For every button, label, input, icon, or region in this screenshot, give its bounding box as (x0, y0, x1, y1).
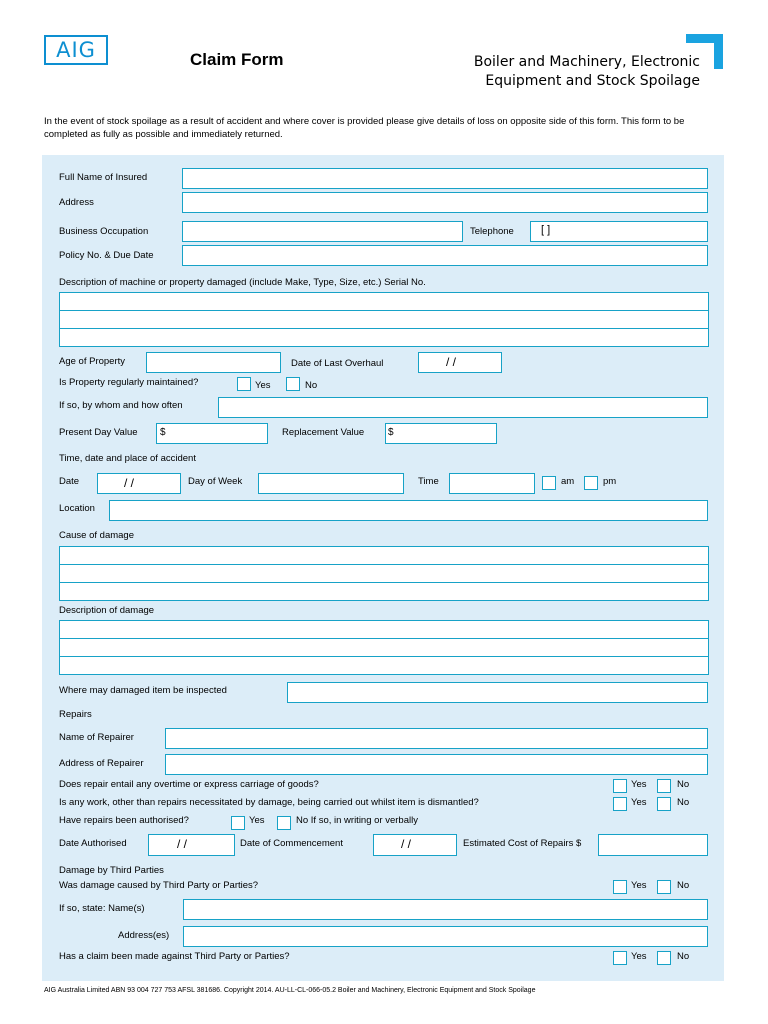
maintained-no-label: No (305, 380, 318, 391)
replacement-value-field[interactable] (385, 423, 497, 444)
form-panel (42, 155, 724, 981)
accident-date-sep: / / (124, 476, 135, 490)
cause-line-3[interactable] (59, 582, 709, 601)
time-date-place-label: Time, date and place of accident (59, 453, 196, 464)
address-field[interactable] (182, 192, 708, 213)
third-party-names-label: If so, state: Name(s) (59, 903, 145, 914)
maintained-question: Is Property regularly maintained? (59, 377, 199, 388)
description-damage-label: Description of damage (59, 605, 155, 616)
date-authorised-sep: / / (177, 837, 188, 851)
am-label: am (561, 476, 575, 487)
replacement-value-label: Replacement Value (282, 427, 365, 438)
claim-made-no-checkbox[interactable] (657, 951, 671, 965)
am-checkbox[interactable] (542, 476, 556, 490)
date-last-overhaul-sep: / / (446, 355, 457, 369)
full-name-field[interactable] (182, 168, 708, 189)
est-cost-label: Estimated Cost of Repairs $ (463, 838, 582, 849)
maintained-no-checkbox[interactable] (286, 377, 300, 391)
overtime-yes-label: Yes (631, 779, 647, 790)
third-party-no-checkbox[interactable] (657, 880, 671, 894)
date-commencement-sep: / / (401, 837, 412, 851)
third-party-question: Was damage caused by Third Party or Parties? (59, 880, 259, 891)
business-occupation-label: Business Occupation (59, 226, 149, 237)
subtitle-line-2: Equipment and Stock Spoilage (485, 73, 700, 89)
description-machine-line-3[interactable] (59, 328, 709, 347)
address-label: Address (59, 197, 94, 208)
age-of-property-field[interactable] (146, 352, 281, 373)
telephone-label: Telephone (470, 226, 514, 237)
est-cost-field[interactable] (598, 834, 708, 856)
authorised-no-checkbox[interactable] (277, 816, 291, 830)
cause-label: Cause of damage (59, 530, 134, 541)
maintained-yes-label: Yes (255, 380, 271, 391)
name-repairer-field[interactable] (165, 728, 708, 749)
date-last-overhaul-field[interactable] (418, 352, 502, 373)
location-label: Location (59, 503, 95, 514)
business-occupation-field[interactable] (182, 221, 463, 242)
full-name-label: Full Name of Insured (59, 172, 148, 183)
pm-label: pm (603, 476, 617, 487)
by-whom-field[interactable] (218, 397, 708, 418)
repairs-heading: Repairs (59, 709, 92, 720)
day-of-week-label: Day of Week (188, 476, 243, 487)
overtime-yes-checkbox[interactable] (613, 779, 627, 793)
third-party-addresses-field[interactable] (183, 926, 708, 947)
other-work-yes-checkbox[interactable] (613, 797, 627, 811)
aig-logo: AIG (44, 35, 108, 65)
third-parties-heading: Damage by Third Parties (59, 865, 164, 876)
present-value-label: Present Day Value (59, 427, 138, 438)
page-title: Claim Form (190, 50, 284, 69)
accident-date-field[interactable] (97, 473, 181, 494)
pm-checkbox[interactable] (584, 476, 598, 490)
other-work-no-checkbox[interactable] (657, 797, 671, 811)
telephone-field[interactable] (530, 221, 708, 242)
corner-bracket-icon (686, 34, 723, 69)
present-value-field[interactable] (156, 423, 268, 444)
inspected-field[interactable] (287, 682, 708, 703)
overtime-no-label: No (677, 779, 690, 790)
other-work-question: Is any work, other than repairs necessitated by damage, being carried out whilst item is dismantled? (59, 797, 479, 808)
claim-made-yes-checkbox[interactable] (613, 951, 627, 965)
description-damage-line-2[interactable] (59, 638, 709, 657)
third-party-no-label: No (677, 880, 690, 891)
subtitle-line-1: Boiler and Machinery, Electronic (473, 54, 700, 70)
authorised-yes-label: Yes (249, 815, 265, 826)
third-party-yes-checkbox[interactable] (613, 880, 627, 894)
description-damage-line-1[interactable] (59, 620, 709, 639)
other-work-no-label: No (677, 797, 690, 808)
overtime-no-checkbox[interactable] (657, 779, 671, 793)
telephone-brackets: [ ] (541, 224, 551, 236)
name-repairer-label: Name of Repairer (59, 732, 134, 743)
description-machine-line-2[interactable] (59, 310, 709, 329)
date-commencement-field[interactable] (373, 834, 457, 856)
footer-text: AIG Australia Limited ABN 93 004 727 753 AFSL 381686. Copyright 2014. AU-LL-CL-066-05.2 Boiler and Machinery, Electronic Equipment and Stock Spoilage (44, 987, 536, 994)
accident-date-label: Date (59, 476, 80, 487)
age-of-property-label: Age of Property (59, 356, 126, 367)
description-machine-line-1[interactable] (59, 292, 709, 311)
date-authorised-label: Date Authorised (59, 838, 127, 849)
cause-line-1[interactable] (59, 546, 709, 565)
day-of-week-field[interactable] (258, 473, 404, 494)
present-value-dollar: $ (160, 427, 166, 438)
replacement-value-dollar: $ (388, 427, 394, 438)
date-last-overhaul-label: Date of Last Overhaul (291, 358, 384, 369)
policy-label: Policy No. & Due Date (59, 250, 154, 261)
address-repairer-field[interactable] (165, 754, 708, 775)
policy-field[interactable] (182, 245, 708, 266)
inspected-label: Where may damaged item be inspected (59, 685, 227, 696)
authorised-question: Have repairs been authorised? (59, 815, 189, 826)
maintained-yes-checkbox[interactable] (237, 377, 251, 391)
claim-made-question: Has a claim been made against Third Party or Parties? (59, 951, 290, 962)
cause-line-2[interactable] (59, 564, 709, 583)
overtime-question: Does repair entail any overtime or express carriage of goods? (59, 779, 319, 790)
third-party-addresses-label: Address(es) (118, 930, 170, 941)
authorised-no-label: No If so, in writing or verbally (296, 815, 418, 826)
authorised-yes-checkbox[interactable] (231, 816, 245, 830)
location-field[interactable] (109, 500, 708, 521)
time-field[interactable] (449, 473, 535, 494)
description-damage-line-3[interactable] (59, 656, 709, 675)
third-party-names-field[interactable] (183, 899, 708, 920)
form-subtitle (400, 53, 700, 91)
claim-made-yes-label: Yes (631, 951, 647, 962)
description-machine-label: Description of machine or property damaged (include Make, Type, Size, etc.) Serial No. (59, 277, 426, 288)
third-party-yes-label: Yes (631, 880, 647, 891)
date-authorised-field[interactable] (148, 834, 235, 856)
date-commencement-label: Date of Commencement (240, 838, 343, 849)
claim-made-no-label: No (677, 951, 690, 962)
intro-text: In the event of stock spoilage as a result of accident and where cover is provided please give details of loss on opposite side of this form. This form to be completed as fully as possible and immediately returned. (44, 116, 685, 140)
other-work-yes-label: Yes (631, 797, 647, 808)
address-repairer-label: Address of Repairer (59, 758, 144, 769)
by-whom-label: If so, by whom and how often (59, 400, 183, 411)
time-label: Time (418, 476, 439, 487)
